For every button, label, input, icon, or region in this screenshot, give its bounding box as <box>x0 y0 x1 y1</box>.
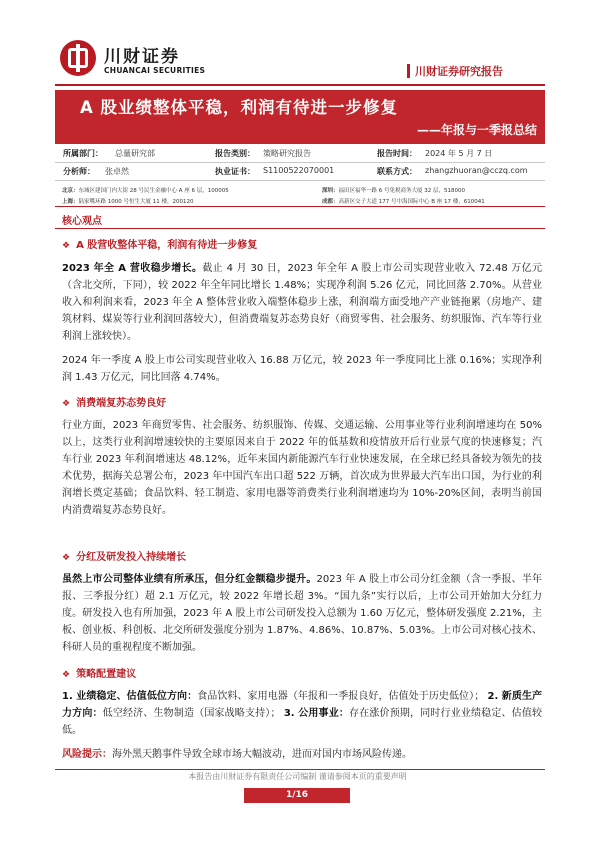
paragraph-industry: 行业方面，2023 年商贸零售、社会服务、纺织服饰、传媒、交通运输、公用事业等行业利润增速均在 50%以上，这类行业利润增速较快的主要原因来自于 2022 年的低基数和疫情放开后行业景气度的快速修复；汽车行业 2023 年利润增速达 48.12%，近年来国内新能源汽车行业快速发展，在全球已经具备较为领先的技术优势，据海关总署公布，2023 年中国汽车出口超 522 万辆，首次成为世界最大汽车出口国，为行业的利润增长奠定基础；食品饮料、轻工制造、家用电器等消费类行业利润增速均为 10%-20%区间，表明当前国内消费端复苏态势良好。 <box>62 420 542 516</box>
report-date-label: 报告时间： <box>377 149 417 158</box>
brand-name-cn: 川财证券 <box>104 47 180 67</box>
report-type-value: 策略研究报告 <box>263 149 311 158</box>
report-subtitle: ——年报与一季报总结 <box>416 123 537 137</box>
address-beijing: 北京：东城区建国门内大街 28 号民生金融中心 A 座 6 层，100005 <box>62 188 229 194</box>
meta-divider-2 <box>55 180 545 181</box>
contact-label: 联系方式： <box>377 167 417 176</box>
dept-label: 所属部门： <box>63 149 103 158</box>
diamond-icon: ❖ <box>62 399 71 409</box>
subheading-consumption: ❖ 消费端复苏态势良好 <box>62 398 167 409</box>
report-date-value: 2024 年 5 月 7 日 <box>425 149 493 158</box>
diamond-icon: ❖ <box>62 241 71 251</box>
license-label: 执业证书： <box>215 167 255 176</box>
address-divider <box>55 206 545 207</box>
paragraph-dividends-rd: 虽然上市公司整体业绩有所承压，但分红金额稳步提升。2023 年 A 股上市公司分红金额（含一季报、半年报、三季报分红）超 2.1 万亿元，较 2022 年增长超 3%。“国九条”实行以后，上市公司开始加大分红力度。研发投入也有所加强，2023 年 A 股上市公司研发投入总额为 1.60 万亿元，整体研发强度 2.21%，主板、创业板、科创板、北交所研发强度分别为 1.87%、4.86%、10.87%、5.03%。上市公司对核心技术、科研人员的重视程度不断加强。 <box>62 574 543 653</box>
diamond-icon: ❖ <box>62 553 71 563</box>
subheading-dividends: ❖ 分红及研发投入持续增长 <box>62 552 187 563</box>
meta-row-2 <box>55 162 545 180</box>
address-shanghai: 上海：陆家嘴环路 1000 号恒生大厦 11 楼，200120 <box>62 199 194 205</box>
footer-disclaimer: 本报告由川财证券有限责任公司编制 谨请参阅本页的重要声明 <box>188 772 407 781</box>
contact-email[interactable]: zhangzhuoran@cczq.com <box>425 166 528 175</box>
paragraph-strategy: 1. 业绩稳定、估值低位方向：食品饮料、家用电器（年报和一季报良好，估值处于历史低位）； 2. 新质生产力方向：低空经济、生物制造（国家战略支持）； 3. 公用事业：存在涨价预期，同时行业业绩稳定、估值较低。 <box>62 691 543 736</box>
paragraph-annual-revenue: 2023 年全 A 营收稳步增长。截止 4 月 30 日，2023 年全年 A 股上市公司实现营业收入 72.48 万亿元（含北交所，下同），较 2022 年全年同比增长 1.48%；实现净利润 5.26 亿元，同比回落 2.70%。从营业收入和利润来看，2023 年全 A 整体营业收入端整体稳步上涨，利润端方面受地产产业链拖累（房地产、建筑材料、煤炭等行业利润回落较大），但消费端复苏态势良好（商贸零售、社会服务、纺织服饰、汽车等行业利润上涨较快）。 <box>62 263 542 342</box>
diamond-icon: ❖ <box>62 670 71 680</box>
meta-row-1 <box>55 144 545 162</box>
footer-divider <box>55 769 545 770</box>
subheading-strategy: ❖ 策略配置建议 <box>62 669 137 680</box>
dept-value: 总量研究部 <box>115 149 155 158</box>
company-logo <box>60 40 96 76</box>
header-accent-bar <box>407 64 410 78</box>
report-series-title: 川财证券研究报告 <box>415 65 503 78</box>
page-number: 1/16 <box>244 788 350 803</box>
risk-warning: 风险提示：海外黑天鹅事件导致全球市场大幅波动，进而对国内市场风险传递。 <box>62 749 412 760</box>
analyst-label: 分析师： <box>63 167 95 176</box>
license-value: S1100522070001 <box>263 166 335 175</box>
report-type-label: 报告类别： <box>215 149 255 158</box>
header-divider <box>55 84 545 86</box>
subheading-revenue: ❖ A 股营收整体平稳，利润有待进一步修复 <box>62 240 258 251</box>
address-shenzhen: 深圳：福田区福华一路 6 号免税商务大厦 32 层，518000 <box>322 188 466 194</box>
address-chengdu: 成都：高新区交子大道 177 号中海国际中心 B 座 17 楼，610041 <box>322 199 485 205</box>
brand-name-en: CHUANCAI SECURITIES <box>104 66 206 75</box>
paragraph-q1-results: 2024 年一季度 A 股上市公司实现营业收入 16.88 万亿元，较 2023 年一季度同比上涨 0.16%；实现净利润 1.43 万亿元，同比回落 4.74%。 <box>62 355 542 383</box>
report-title: A 股业绩整体平稳，利润有待进一步修复 <box>80 98 399 117</box>
analyst-value: 张卓然 <box>105 167 129 176</box>
section-title: 核心观点 <box>62 216 102 227</box>
section-divider <box>55 228 545 229</box>
